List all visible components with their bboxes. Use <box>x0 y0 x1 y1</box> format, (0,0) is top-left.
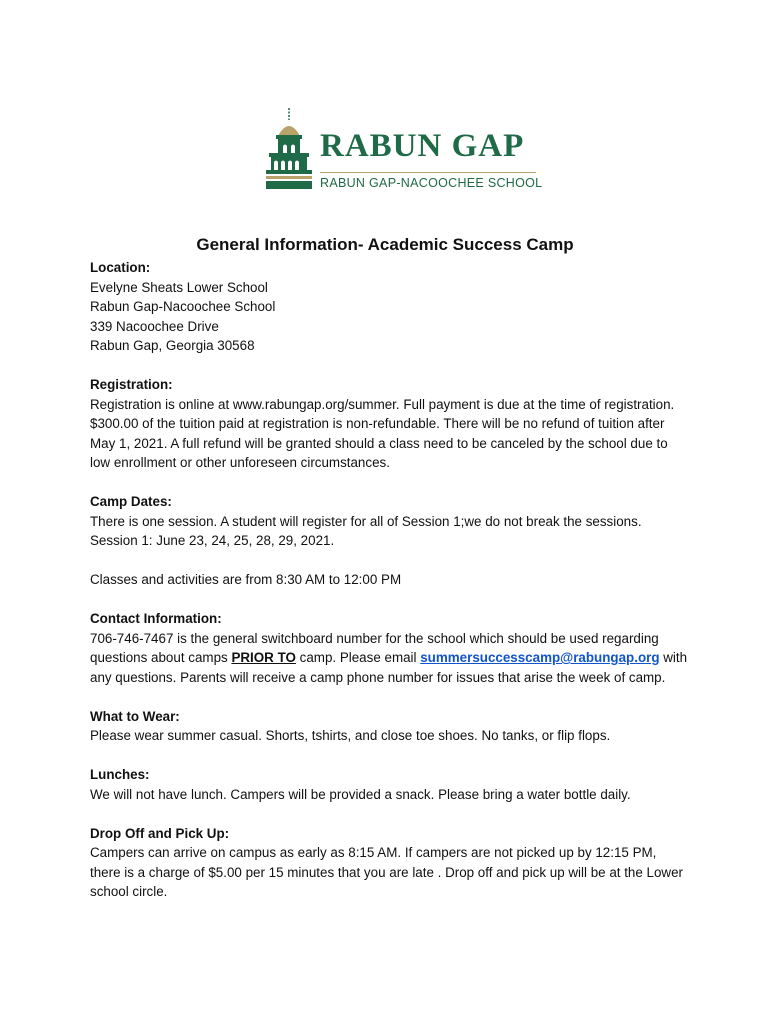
what-to-wear-text: Please wear summer casual. Shorts, tshirts, and close toe shoes. No tanks, or flip flops. <box>90 728 611 743</box>
registration-section <box>90 375 690 473</box>
location-line: Rabun Gap-Nacoochee School <box>90 299 276 314</box>
drop-off-heading: Drop Off and Pick Up: <box>90 825 230 841</box>
class-hours: Classes and activities are from 8:30 AM to 12:00 PM <box>90 572 402 587</box>
contact-section <box>90 609 690 687</box>
document-body <box>90 258 690 921</box>
lunches-heading: Lunches: <box>90 767 150 782</box>
document-title: General Information- Academic Success Camp <box>196 235 574 254</box>
contact-heading: Contact Information: <box>90 611 222 626</box>
location-heading: Location: <box>90 260 151 275</box>
lunches-section <box>90 765 690 804</box>
what-to-wear-section <box>90 707 690 746</box>
camp-dates-heading: Camp Dates: <box>90 494 172 509</box>
contact-text-end: with any questions. Parents will receive a camp phone number for issues that arise the week of camp. <box>90 650 688 685</box>
location-line: Rabun Gap, Georgia 30568 <box>90 338 255 353</box>
drop-off-text: Campers can arrive on campus as early as 8:15 AM. If campers are not picked up by 12:15 PM, there is a charge of $5.00 per 15 minutes that you are late . Drop off and pick up will be at the Lower school circle. <box>90 845 684 899</box>
registration-heading: Registration: <box>90 377 173 392</box>
camp-dates-section <box>90 492 690 551</box>
logo-subtitle: RABUN GAP-NACOOCHEE SCHOOL <box>320 176 543 190</box>
cupola-icon <box>262 106 314 192</box>
prior-to-emphasis: PRIOR TO <box>231 650 296 665</box>
school-logo <box>262 106 552 196</box>
session-dates: Session 1: June 23, 24, 25, 28, 29, 2021. <box>90 533 335 548</box>
class-hours-section <box>90 570 690 590</box>
location-line: Evelyne Sheats Lower School <box>90 279 268 295</box>
registration-text: Registration is online at www.rabungap.org/summer. Full payment is due at the time of registration. $300.00 of the tuition paid at registration is non-refundable. There will be no refund of tuition after May 1, 2021. A full refund will be granted should a class need to be canceled by the school due to low enrollment or other unforeseen circumstances. <box>90 396 675 470</box>
logo-divider <box>320 172 536 173</box>
location-line: 339 Nacoochee Drive <box>90 318 219 334</box>
email-link[interactable]: summersuccesscamp@rabungap.org <box>420 650 660 665</box>
logo-title: RABUN GAP <box>320 128 525 164</box>
what-to-wear-heading: What to Wear: <box>90 708 180 724</box>
contact-text-middle: camp. Please email <box>295 650 421 665</box>
contact-text <box>90 629 690 688</box>
camp-dates-line: There is one session. A student will register for all of Session 1;we do not break the sessions. <box>90 513 642 529</box>
contact-text-start: 706-746-7467 is the general switchboard number for the school which should be used regarding questions about camps <box>90 630 659 665</box>
drop-off-section <box>90 824 690 902</box>
lunches-text: We will not have lunch. Campers will be provided a snack. Please bring a water bottle daily. <box>90 786 631 802</box>
location-section <box>90 258 690 356</box>
